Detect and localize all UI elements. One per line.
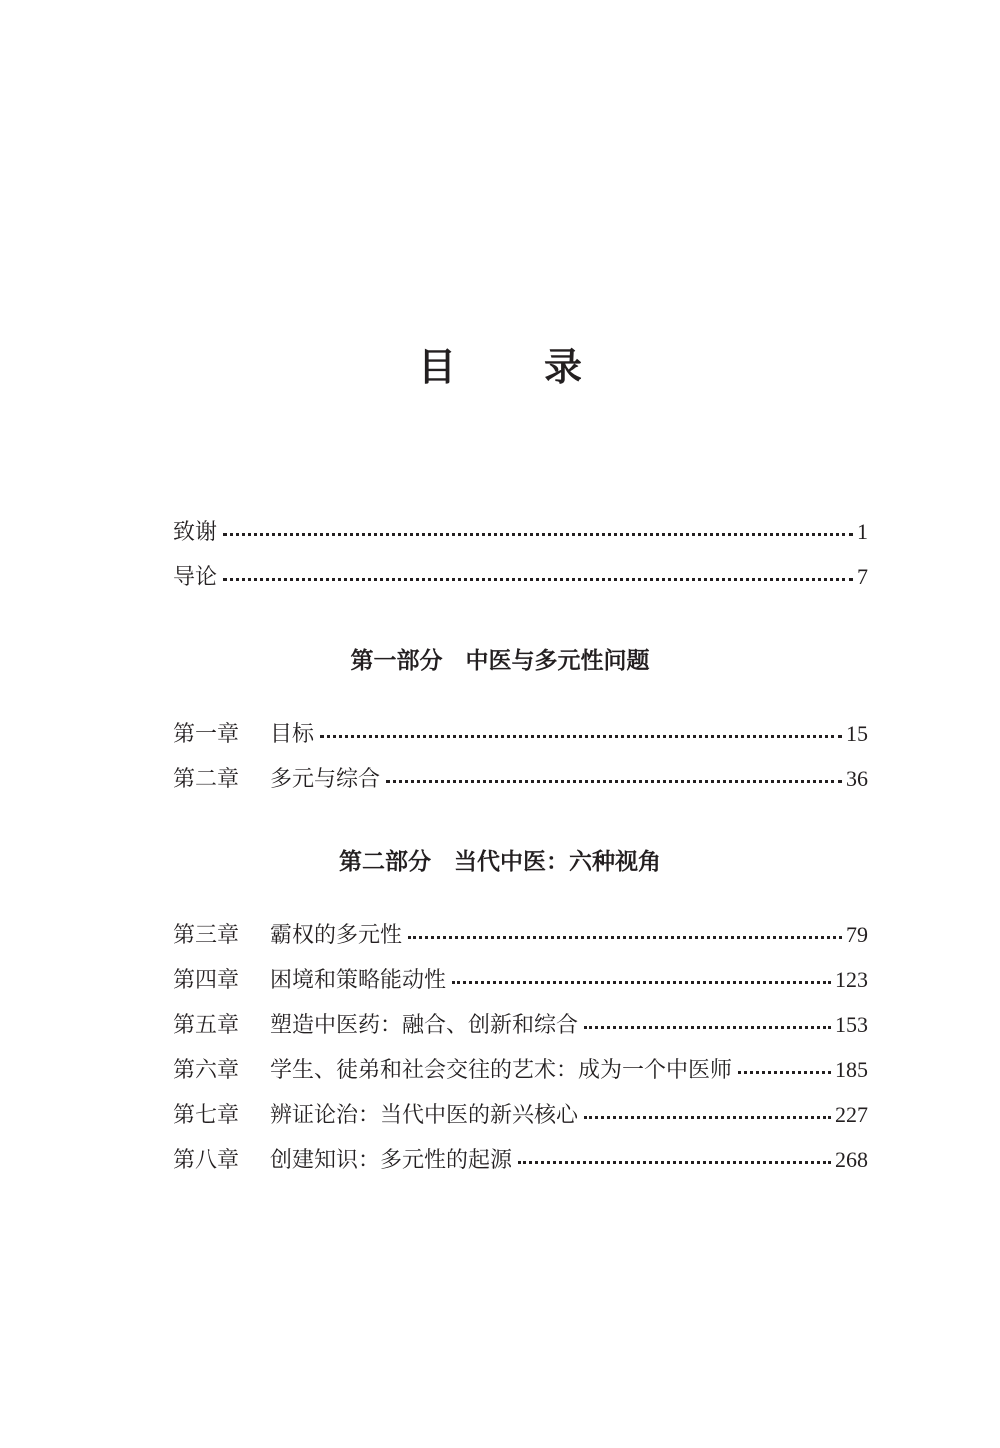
chapter-number: 第七章 (173, 1103, 240, 1128)
chapter-number: 第四章 (173, 968, 240, 993)
toc-entry-acknowledgements[interactable] (173, 515, 868, 549)
page-title-char-2: 录 (544, 344, 583, 389)
toc-entry-title: 辨证论治：当代中医的新兴核心 (270, 1103, 579, 1128)
toc-page-number: 123 (835, 967, 868, 992)
toc-entry-chapter-6[interactable] (173, 1053, 868, 1087)
dot-leader (320, 735, 842, 738)
dot-leader (518, 1161, 831, 1164)
dot-leader (584, 1116, 831, 1119)
toc-entry-title: 霸权的多元性 (270, 923, 403, 948)
toc-page-number: 268 (835, 1147, 868, 1172)
toc-entry-chapter-3[interactable] (173, 918, 868, 952)
toc-entry-chapter-4[interactable] (173, 963, 868, 997)
toc-entry-title: 导论 (173, 565, 218, 590)
toc-entry-title: 创建知识：多元性的起源 (270, 1148, 513, 1173)
toc-entry-title: 目标 (270, 722, 315, 747)
toc-entry-chapter-7[interactable] (173, 1098, 868, 1132)
dot-leader (584, 1026, 831, 1029)
chapter-number: 第五章 (173, 1013, 240, 1038)
toc-page-number: 227 (835, 1102, 868, 1127)
chapter-number: 第八章 (173, 1148, 240, 1173)
dot-leader (223, 578, 853, 581)
toc-entry-title: 多元与综合 (270, 767, 381, 792)
toc-entry-title: 困境和策略能动性 (270, 968, 447, 993)
toc-entry-chapter-1[interactable] (173, 717, 868, 751)
toc-page-number: 185 (835, 1057, 868, 1082)
chapter-number: 第一章 (173, 722, 240, 747)
toc-page-number: 1 (857, 519, 868, 544)
toc-page-number: 36 (846, 766, 868, 791)
toc-entry-chapter-5[interactable] (173, 1008, 868, 1042)
part-heading-2: 第二部分 当代中医：六种视角 (339, 848, 661, 875)
toc-entry-chapter-2[interactable] (173, 762, 868, 796)
chapter-number: 第六章 (173, 1058, 240, 1083)
toc-entry-chapter-8[interactable] (173, 1143, 868, 1177)
toc-page-number: 153 (835, 1012, 868, 1037)
page-title-char-1: 目 (417, 344, 456, 389)
dot-leader (452, 981, 831, 984)
toc-page-number: 15 (846, 721, 868, 746)
dot-leader (738, 1071, 831, 1074)
toc-entry-title: 塑造中医药：融合、创新和综合 (270, 1013, 579, 1038)
toc-entry-introduction[interactable] (173, 560, 868, 594)
dot-leader (408, 936, 842, 939)
toc-page-number: 7 (857, 564, 868, 589)
toc-entry-title: 学生、徒弟和社会交往的艺术：成为一个中医师 (270, 1058, 733, 1083)
toc-page-number: 79 (846, 922, 868, 947)
chapter-number: 第三章 (173, 923, 240, 948)
dot-leader (386, 780, 842, 783)
page-title (0, 336, 1000, 390)
dot-leader (223, 533, 853, 536)
chapter-number: 第二章 (173, 767, 240, 792)
part-heading-1: 第一部分 中医与多元性问题 (350, 647, 650, 674)
toc-entry-title: 致谢 (173, 520, 218, 545)
